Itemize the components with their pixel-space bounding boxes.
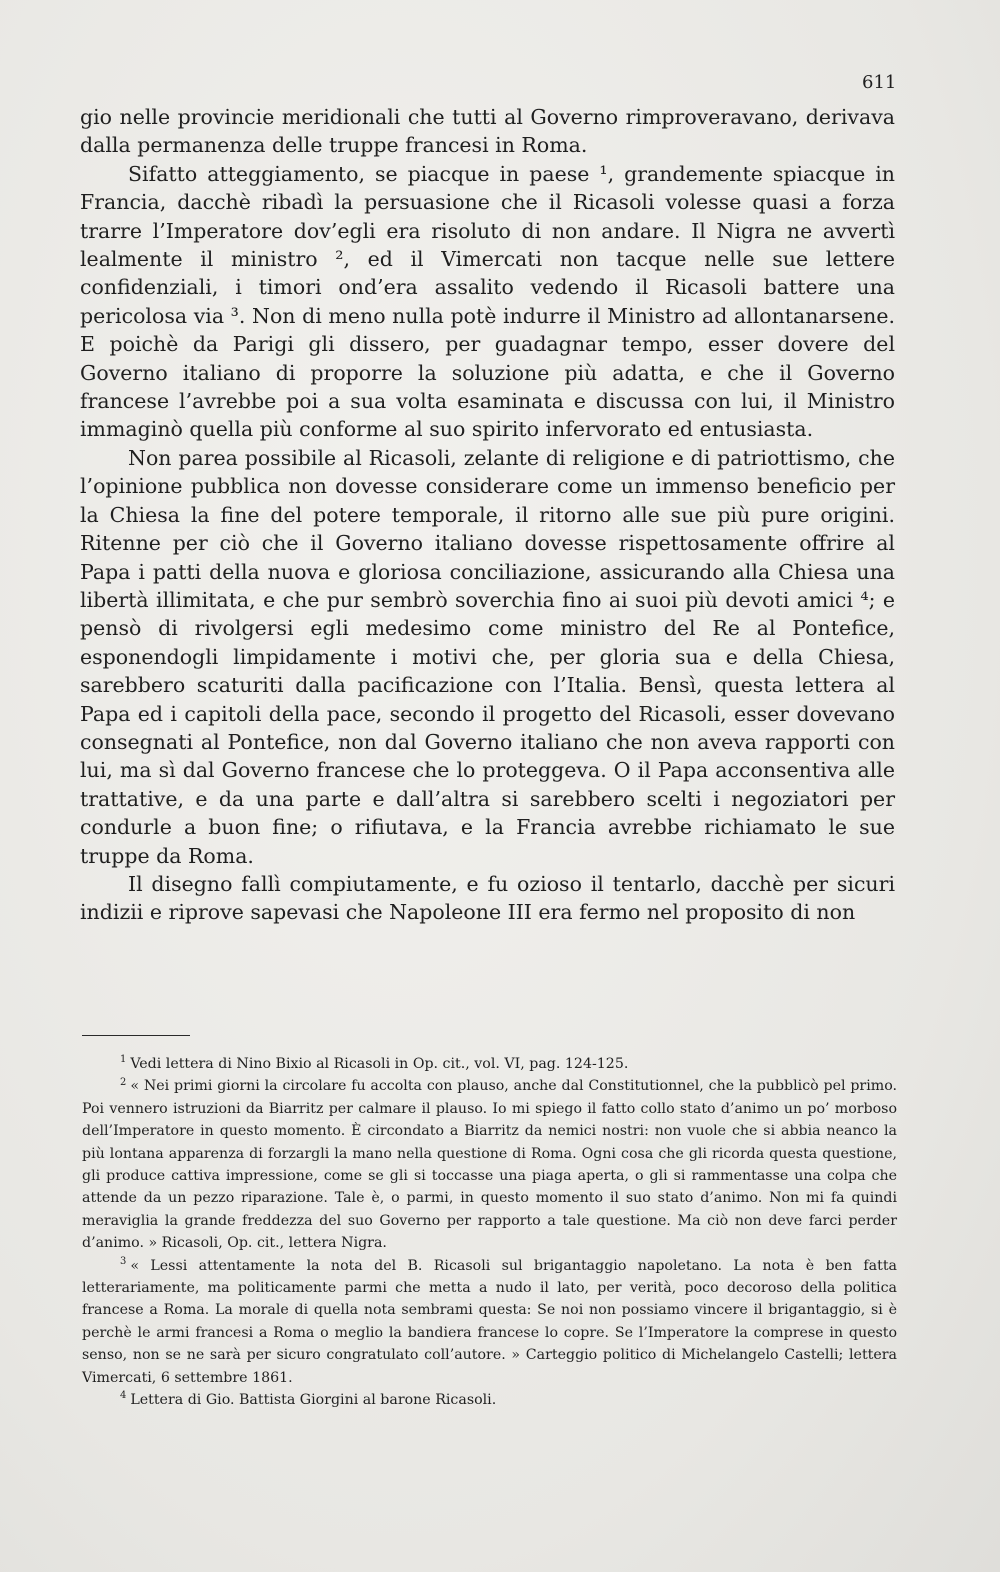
paragraph: Sifatto atteggiamento, se piacque in paese ¹, grandemente spiacque in Francia, dacchè ribadì la persuasione che il Ricasoli volesse quasi a forza trarre l’Imperatore dov’egli era risoluto di non andare. Il Nigra ne avvertì lealmente il ministro ², ed il Vimercati non tacque nelle sue lettere confidenziali, i timori ond’era assalito vedendo il Ricasoli battere una pericolosa via ³. Non di meno nulla potè indurre il Ministro ad allontanarsene. E poichè da Parigi gli dissero, per guadagnar tempo, esser dovere del Governo italiano di proporre la soluzione più adatta, e che il Governo francese l’avrebbe poi a sua volta esaminata e discussa con lui, il Ministro immaginò quella più conforme al suo spirito infervorato ed entusiasta.	[80, 161, 895, 442]
footnote	[82, 1075, 897, 1254]
footnote-text: Lettera di Gio. Battista Giorgini al barone Ricasoli.	[130, 1392, 497, 1409]
footnote-mark: 3	[120, 1255, 127, 1267]
footnote-mark: 1	[120, 1054, 127, 1066]
footnotes	[82, 1053, 897, 1412]
paragraph: Il disegno fallì compiutamente, e fu ozioso il tentarlo, dacchè per sicuri indizii e riprove sapevasi che Napoleone III era fermo nel proposito di non	[80, 871, 895, 925]
page-number: 611	[862, 72, 897, 93]
footnote-text: « Lessi attentamente la nota del B. Ricasoli sul brigantaggio napoletano. La nota è ben fatta letterariamente, ma politicamente parmi che metta a nudo il lato, per verità, poco decoroso della politica francese a Roma. La morale di quella nota sembrami questa: Se noi non possiamo vincere il brigantaggio, si è perchè le armi francesi a Roma o meglio la bandiera francese lo copre. Se l’Imperatore la comprese in questo senso, non se ne sarà per sicuro congratulato coll’autore. » Carteggio politico di Michelangelo Castelli; lettera Vimercati, 6 settembre 1861.	[82, 1257, 897, 1386]
body-text	[80, 103, 895, 927]
footnote-text: « Nei primi giorni la circolare fu accolta con plauso, anche dal Constitutionnel, che la pubblicò pel primo. Poi vennero istruzioni da Biarritz per calmare il plauso. Io mi spiego il fatto collo stato d’animo un po’ morboso dell’Imperatore in questo momento. È circondato a Biarritz da nemici nostri: non vuole che si abbia neanco la più lontana apparenza di forzargli la mano nella questione di Roma. Ogni cosa che gli ricorda questa questione, gli produce cattiva impressione, come se gli si toccasse una piaga aperta, o gli si rammentasse una colpa che attende da un pezzo riparazione. Tale è, o parmi, in questo momento il suo stato d’animo. Non mi fa quindi meraviglia la grande freddezza del suo Governo per rapporto a tale questione. Ma ciò non deve farci perder d’animo. » Ricasoli, Op. cit., lettera Nigra.	[82, 1078, 897, 1252]
footnote-mark: 2	[120, 1076, 127, 1088]
footnote-text: Vedi lettera di Nino Bixio al Ricasoli in Op. cit., vol. VI, pag. 124-125.	[130, 1056, 629, 1072]
paragraph: gio nelle provincie meridionali che tutti al Governo rimproveravano, derivava dalla permanenza delle truppe francesi in Roma.	[80, 105, 895, 158]
footnote	[82, 1389, 897, 1411]
paragraph: Non parea possibile al Ricasoli, zelante di religione e di patriottismo, che l’opinione pubblica non dovesse considerare come un immenso beneficio per la Chiesa la fine del potere temporale, il ritorno alle sue più pure origini. Ritenne per ciò che il Governo italiano dovesse rispettosamente offrire al Papa i patti della nuova e gloriosa conciliazione, assicurando alla Chiesa una libertà illimitata, e che pur sembrò soverchia fino ai suoi più devoti amici ⁴; e pensò di rivolgersi egli medesimo come ministro del Re al Pontefice, esponendogli limpidamente i motivi che, per gloria sua e della Chiesa, sarebbero scaturiti dalla pacificazione con l’Italia. Bensì, questa lettera al Papa ed i capitoli della pace, secondo il progetto del Ricasoli, esser dovevano consegnati al Pontefice, non dal Governo italiano che non aveva rapporti con lui, ma sì dal Governo francese che lo proteggeva. O il Papa acconsentiva alle trattative, e da una parte e dall’altra si sarebbero scelti i negoziatori per condurle a buon fine; o rifiutava, e la Francia avrebbe richiamato le sue truppe da Roma.	[80, 445, 895, 868]
footnote	[82, 1053, 897, 1075]
footnote-separator	[82, 1035, 190, 1036]
footnote	[82, 1255, 897, 1389]
footnote-mark: 4	[120, 1390, 127, 1402]
